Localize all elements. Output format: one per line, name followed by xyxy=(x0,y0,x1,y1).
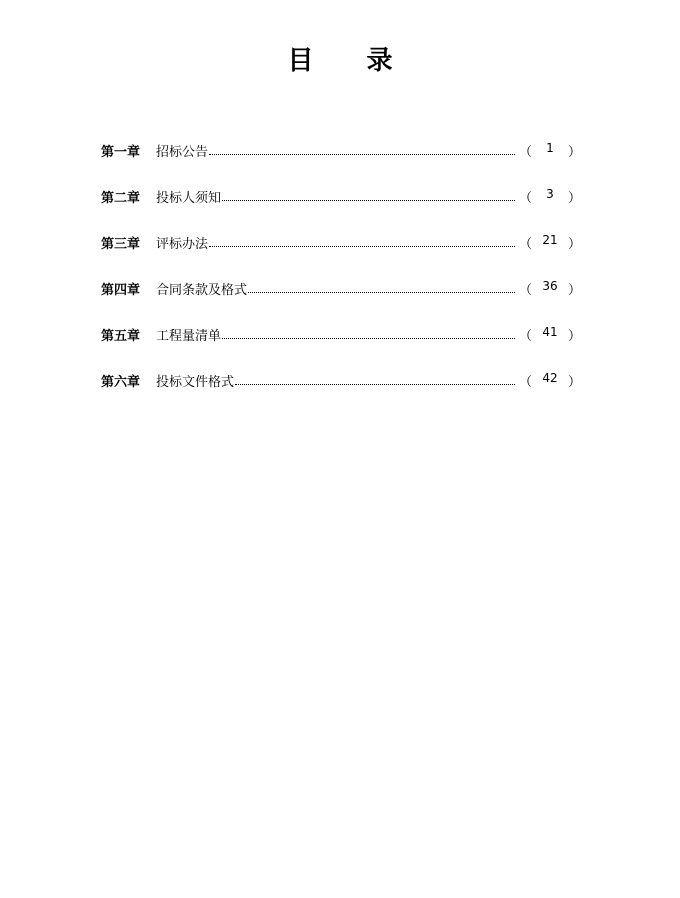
open-paren: （ xyxy=(519,237,533,252)
page-number: 36 xyxy=(542,279,558,293)
page-reference xyxy=(519,279,581,298)
chapter-number: 第五章 xyxy=(101,329,141,344)
chapter-title: 合同条款及格式 xyxy=(156,283,248,298)
chapter-number: 第一章 xyxy=(101,145,141,160)
page-number: 1 xyxy=(546,141,554,155)
page-reference xyxy=(519,371,581,390)
toc-entry[interactable] xyxy=(101,138,581,160)
chapter-number: 第三章 xyxy=(101,237,141,252)
open-paren: （ xyxy=(519,191,533,206)
chapter-title: 招标公告 xyxy=(156,145,209,160)
dot-leader xyxy=(209,245,515,247)
dot-leader xyxy=(222,199,515,201)
chapter-title: 工程量清单 xyxy=(156,329,222,344)
open-paren: （ xyxy=(519,283,533,298)
chapter-title: 投标文件格式 xyxy=(156,375,235,390)
toc-entry[interactable] xyxy=(101,276,581,298)
toc-entry[interactable] xyxy=(101,368,581,390)
dot-leader xyxy=(248,291,515,293)
page-reference xyxy=(519,233,581,252)
close-paren: ） xyxy=(567,145,581,160)
page-reference xyxy=(519,141,581,160)
toc-entry[interactable] xyxy=(101,184,581,206)
page-number: 42 xyxy=(542,371,558,385)
chapter-title: 投标人须知 xyxy=(156,191,222,206)
close-paren: ） xyxy=(567,375,581,390)
chapter-title: 评标办法 xyxy=(156,237,209,252)
open-paren: （ xyxy=(519,375,533,390)
chapter-number: 第四章 xyxy=(101,283,141,298)
page-number: 3 xyxy=(546,187,554,201)
toc-entry[interactable] xyxy=(101,322,581,344)
dot-leader xyxy=(222,337,515,339)
open-paren: （ xyxy=(519,145,533,160)
close-paren: ） xyxy=(567,329,581,344)
page-title: 目 录 xyxy=(287,46,415,76)
open-paren: （ xyxy=(519,329,533,344)
page-reference xyxy=(519,187,581,206)
chapter-number: 第六章 xyxy=(101,375,141,390)
dot-leader xyxy=(235,383,515,385)
toc-entry[interactable] xyxy=(101,230,581,252)
page-number: 41 xyxy=(542,325,558,339)
page-number: 21 xyxy=(542,233,558,247)
table-of-contents xyxy=(101,138,581,414)
close-paren: ） xyxy=(567,283,581,298)
close-paren: ） xyxy=(567,191,581,206)
close-paren: ） xyxy=(567,237,581,252)
page-reference xyxy=(519,325,581,344)
chapter-number: 第二章 xyxy=(101,191,141,206)
dot-leader xyxy=(209,153,515,155)
